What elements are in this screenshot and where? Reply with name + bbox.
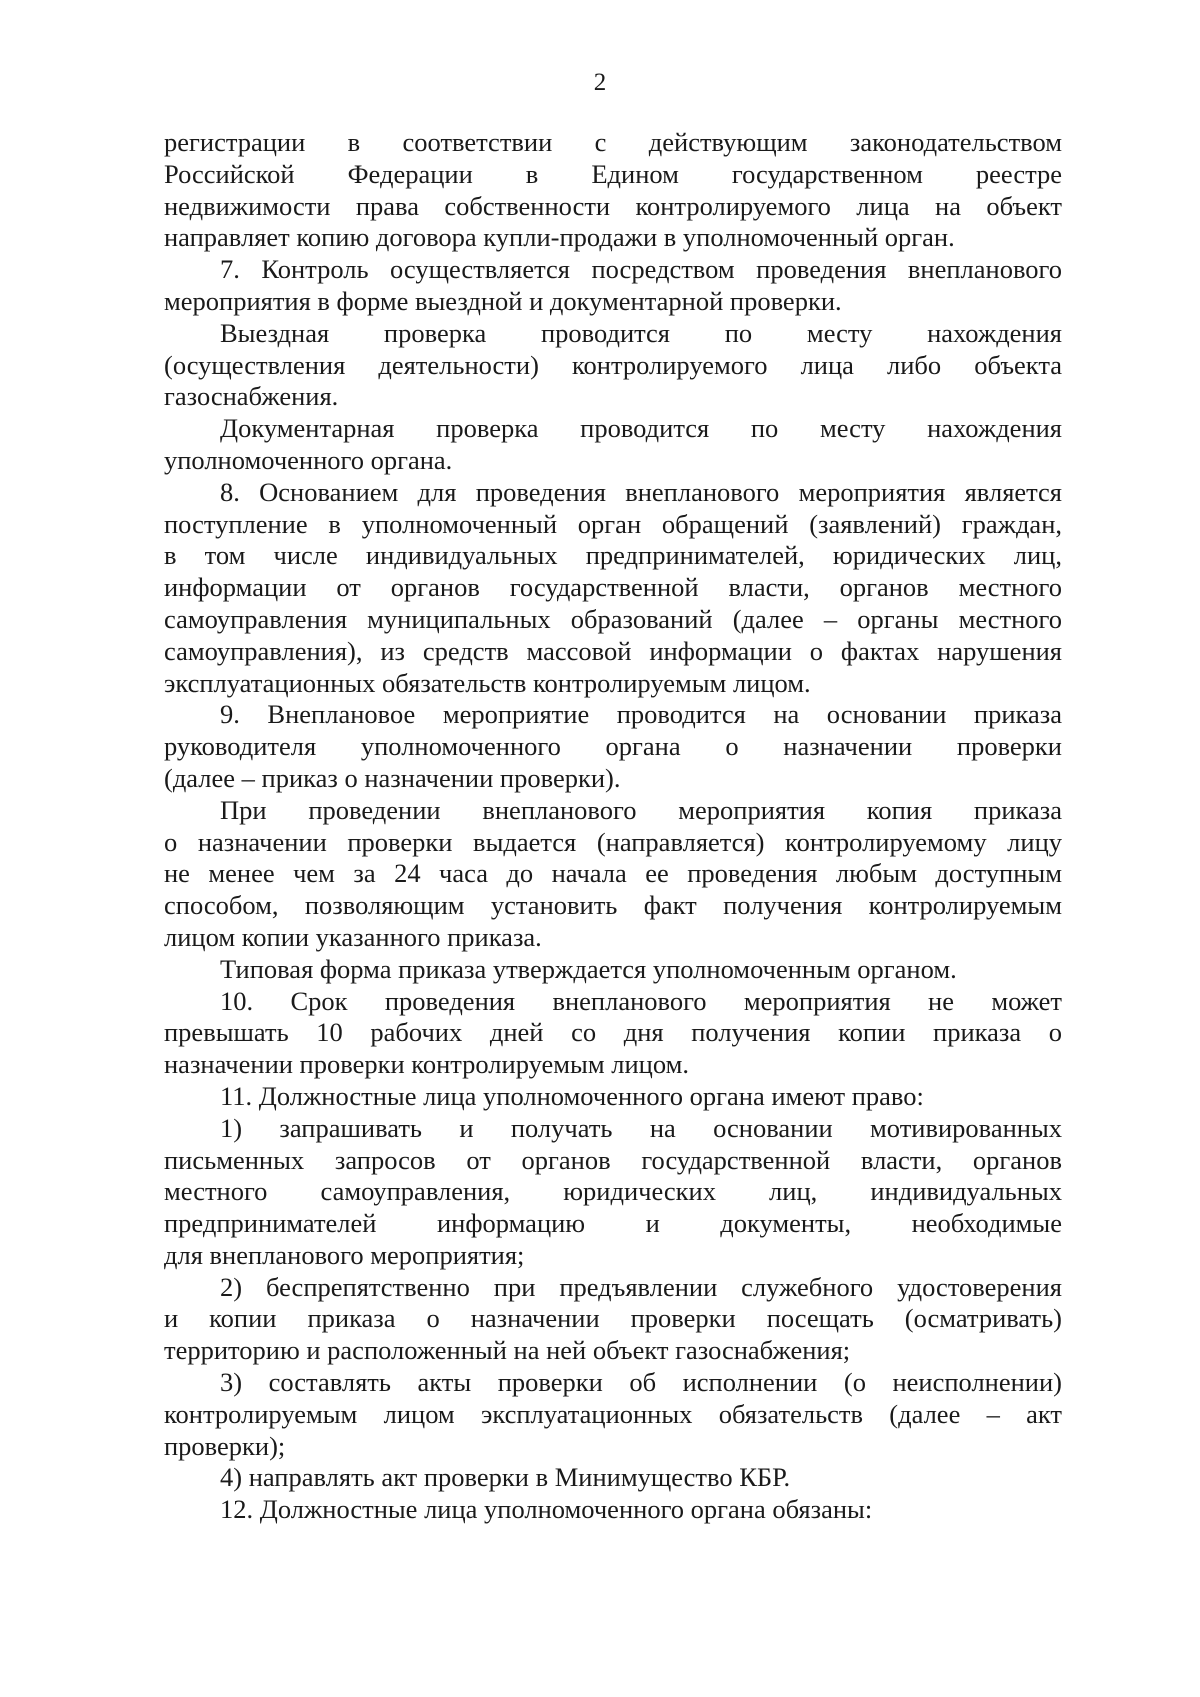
text-line: Документарная проверка проводится по месту нахождения (220, 413, 1062, 444)
text-line: превышать 10 рабочих дней со дня получения копии приказа о (164, 1017, 1062, 1048)
text-line: территорию и расположенный на ней объект газоснабжения; (164, 1335, 851, 1366)
text-line: направляет копию договора купли-продажи в уполномоченный орган. (164, 222, 955, 253)
text-line: в том числе индивидуальных предпринимателей, юридических лиц, (164, 540, 1062, 571)
text-line: 8. Основанием для проведения внепланового мероприятия является (220, 476, 1062, 507)
text-line: для внепланового мероприятия; (164, 1239, 525, 1270)
text-line: 9. Внеплановое мероприятие проводится на основании приказа (220, 699, 1062, 730)
text-line: газоснабжения. (164, 381, 339, 412)
text-line: информации от органов государственной власти, органов местного (164, 572, 1062, 603)
text-line: проверки); (164, 1430, 286, 1461)
text-line: лицом копии указанного приказа. (164, 921, 542, 952)
text-line: Выездная проверка проводится по месту нахождения (220, 317, 1062, 348)
text-line: письменных запросов от органов государственной власти, органов (164, 1144, 1062, 1175)
text-line: Российской Федерации в Едином государственном реестре (164, 158, 1062, 189)
text-line: эксплуатационных обязательств контролируемым лицом. (164, 667, 811, 698)
text-line: и копии приказа о назначении проверки посещать (осматривать) (164, 1303, 1062, 1334)
text-line: назначении проверки контролируемым лицом. (164, 1049, 689, 1080)
text-line: не менее чем за 24 часа до начала ее проведения любым доступным (164, 858, 1062, 889)
text-line: Типовая форма приказа утверждается уполномоченным органом. (220, 953, 957, 984)
text-line: 12. Должностные лица уполномоченного органа обязаны: (220, 1494, 873, 1525)
text-line: о назначении проверки выдается (направляется) контролируемому лицу (164, 826, 1062, 857)
text-line: уполномоченного органа. (164, 444, 453, 475)
text-line: 11. Должностные лица уполномоченного органа имеют право: (220, 1080, 924, 1111)
text-line: 3) составлять акты проверки об исполнении (о неисполнении) (220, 1367, 1062, 1398)
text-line: недвижимости права собственности контролируемого лица на объект (164, 190, 1062, 221)
text-line: мероприятия в форме выездной и документарной проверки. (164, 285, 842, 316)
text-line: (осуществления деятельности) контролируемого лица либо объекта (164, 349, 1062, 380)
text-line: предпринимателей информацию и документы, необходимые (164, 1208, 1062, 1239)
text-line: 4) направлять акт проверки в Минимущество КБР. (220, 1462, 791, 1493)
text-line: регистрации в соответствии с действующим законодательством (164, 127, 1062, 157)
text-line: поступление в уполномоченный орган обращений (заявлений) граждан, (164, 508, 1062, 539)
text-line: контролируемым лицом эксплуатационных обязательств (далее – акт (164, 1398, 1062, 1429)
text-line: руководителя уполномоченного органа о назначении проверки (164, 731, 1062, 762)
text-line: 2) беспрепятственно при предъявлении служебного удостоверения (220, 1271, 1062, 1302)
text-line: При проведении внепланового мероприятия копия приказа (220, 794, 1062, 825)
text-line: способом, позволяющим установить факт получения контролируемым (164, 890, 1062, 921)
text-line: 7. Контроль осуществляется посредством проведения внепланового (220, 254, 1062, 285)
text-line: 10. Срок проведения внепланового мероприятия не может (220, 985, 1062, 1016)
text-line: местного самоуправления, юридических лиц, индивидуальных (164, 1176, 1062, 1207)
text-line: самоуправления), из средств массовой информации о фактах нарушения (164, 635, 1062, 666)
text-line: (далее – приказ о назначении проверки). (164, 762, 621, 793)
text-line: самоуправления муниципальных образований (далее – органы местного (164, 603, 1062, 634)
text-line: 1) запрашивать и получать на основании мотивированных (220, 1112, 1062, 1143)
page-number: 2 (593, 69, 607, 96)
document-body (164, 127, 1062, 1526)
